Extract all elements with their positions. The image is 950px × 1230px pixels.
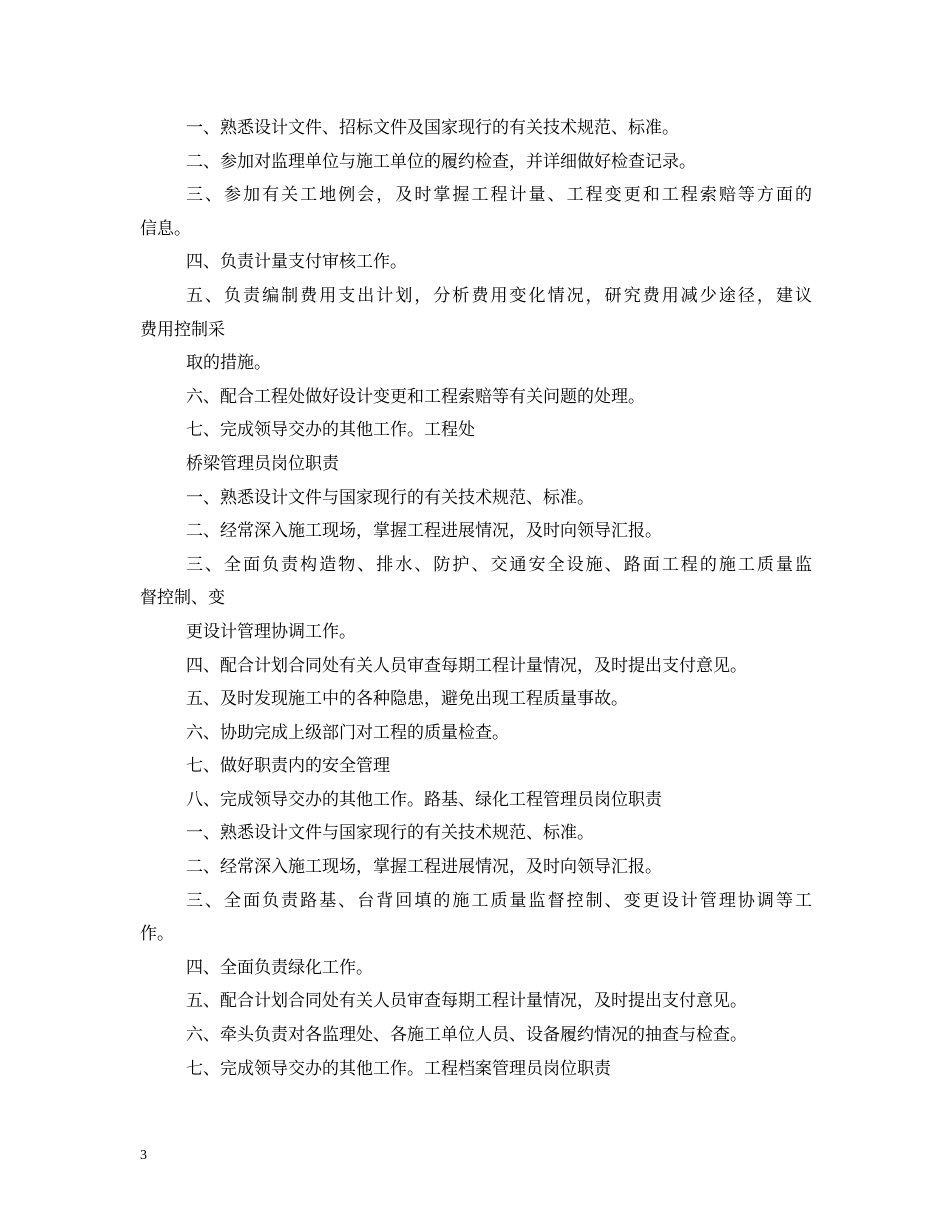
paragraph-line: 六、协助完成上级部门对工程的质量检查。 [186, 722, 509, 743]
page-number: 3 [140, 1148, 147, 1163]
paragraph-line: 二、经常深入施工现场，掌握工程进展情况，及时向领导汇报。 [186, 857, 662, 878]
paragraph-line: 四、负责计量支付审核工作。 [186, 252, 407, 273]
paragraph-line: 信息。 [140, 218, 191, 239]
paragraph-line: 一、熟悉设计文件、招标文件及国家现行的有关技术规范、标准。 [186, 118, 679, 138]
paragraph-line: 七、完成领导交办的其他工作。工程档案管理员岗位职责 [186, 1058, 611, 1079]
paragraph-line: 一、熟悉设计文件与国家现行的有关技术规范、标准。 [186, 487, 594, 508]
paragraph-line: 督控制、变 [140, 588, 225, 609]
paragraph-line: 三、全面负责路基、台背回填的施工质量监督控制、变更设计管理协调等工 [186, 890, 812, 911]
paragraph-line: 三、参加有关工地例会，及时掌握工程计量、工程变更和工程索赔等方面的 [186, 185, 812, 206]
section-heading: 桥梁管理员岗位职责 [186, 453, 339, 474]
document-body [140, 112, 820, 1086]
paragraph-line: 二、参加对监理单位与施工单位的履约检查，并详细做好检查记录。 [186, 151, 696, 172]
paragraph-line: 更设计管理协调工作。 [186, 621, 356, 642]
paragraph-line: 八、完成领导交办的其他工作。路基、绿化工程管理员岗位职责 [186, 789, 662, 810]
paragraph-line: 五、及时发现施工中的各种隐患，避免出现工程质量事故。 [186, 689, 628, 710]
paragraph-line: 三、全面负责构造物、排水、防护、交通安全设施、路面工程的施工质量监 [186, 554, 812, 575]
paragraph-line: 作。 [140, 924, 174, 945]
paragraph-line: 七、做好职责内的安全管理 [186, 756, 390, 777]
paragraph-line: 四、全面负责绿化工作。 [186, 957, 373, 978]
paragraph-line: 六、牵头负责对各监理处、各施工单位人员、设备履约情况的抽查与检查。 [186, 1025, 747, 1046]
paragraph-line: 四、配合计划合同处有关人员审查每期工程计量情况，及时提出支付意见。 [186, 655, 747, 676]
paragraph-line: 七、完成领导交办的其他工作。工程处 [186, 420, 475, 441]
paragraph-line: 取的措施。 [186, 353, 271, 374]
paragraph-line: 五、负责编制费用支出计划，分析费用变化情况，研究费用减少途径，建议 [186, 285, 812, 306]
paragraph-line: 一、熟悉设计文件与国家现行的有关技术规范、标准。 [186, 823, 594, 844]
paragraph-line: 五、配合计划合同处有关人员审查每期工程计量情况，及时提出支付意见。 [186, 991, 747, 1012]
paragraph-line: 费用控制采 [140, 319, 225, 340]
paragraph-line: 六、配合工程处做好设计变更和工程索赔等有关问题的处理。 [186, 386, 645, 407]
paragraph-line: 二、经常深入施工现场，掌握工程进展情况，及时向领导汇报。 [186, 521, 662, 542]
